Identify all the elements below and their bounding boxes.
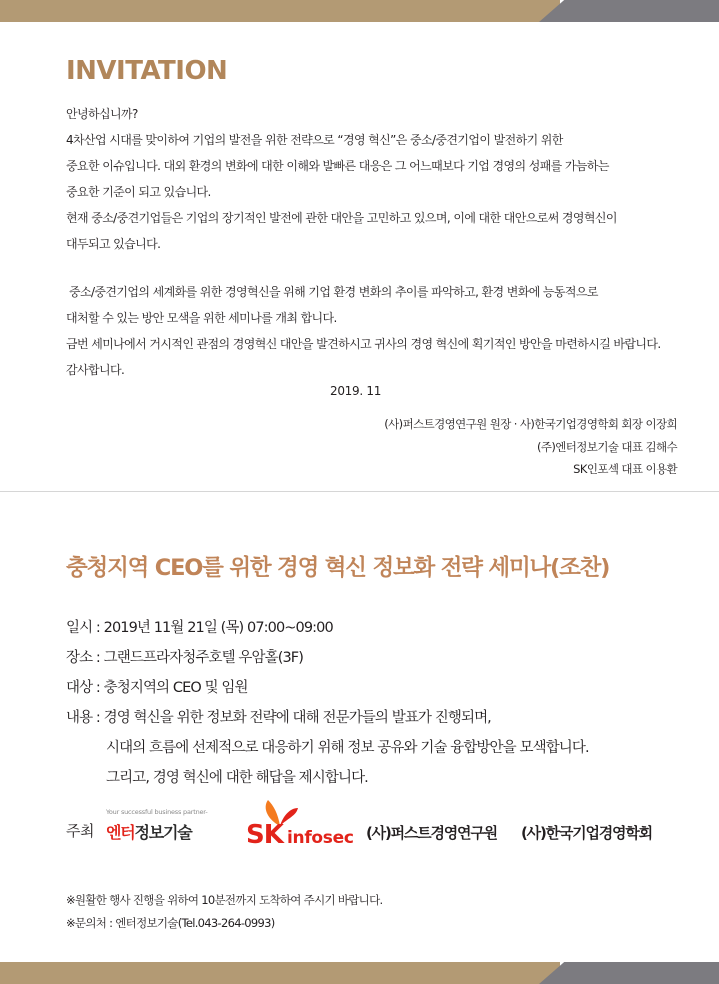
note-line: ※문의처 : 엔터정보기술(Tel.043-264-0993) [66,916,275,930]
letter-line: 감사합니다. [66,363,125,377]
host-org-korea: (사)한국기업경영학회 [521,824,652,842]
seminar-content: 시대의 흐름에 선제적으로 대응하기 위해 정보 공유와 기술 융합방안을 모색합니다. [106,740,589,756]
seminar-title: 충청지역 CEO를 위한 경영 혁신 정보화 전략 세미나(조찬) [66,555,610,581]
letter-line: 4차산업 시대를 맞이하여 기업의 발전을 위한 전략으로 “경영 혁신”은 중소/중견기업이 발전하기 위한 [66,133,563,147]
fold-divider [0,491,719,492]
enter-tagline: Your successful business partner- [106,808,208,816]
letter-line: 중요한 기준이 되고 있습니다. [66,185,211,199]
band-gray-segment [539,0,719,22]
seminar-datetime: 일시 : 2019년 11월 21일 (목) 07:00~09:00 [66,620,333,636]
seminar-details [66,613,589,793]
letter-line: 안녕하십니까? [66,107,138,121]
seminar-content: 그리고, 경영 혁신에 대한 해답을 제시합니다. [106,770,368,786]
bottom-decorative-band [0,962,719,984]
host-org-first: (사)퍼스트경영연구원 [366,824,497,842]
band-gold-segment [0,962,560,984]
seminar-content: 내용 : 경영 혁신을 위한 정보화 전략에 대해 전문가들의 발표가 진행되며, [66,710,491,726]
signature-line: (주)엔터정보기술 대표 김해수 [537,440,677,454]
hosts-label: 주최 [66,822,94,840]
notes [66,889,382,935]
sk-mark: SK [246,820,283,850]
letter-line: 금번 세미나에서 거시적인 관점의 경영혁신 대안을 발견하시고 귀사의 경영 혁신에 획기적인 방안을 마련하시길 바랍니다. [66,337,661,351]
letter-line: 중요한 이슈입니다. 대외 환경의 변화에 대한 이해와 발빠른 대응은 그 어느때보다 기업 경영의 성패를 가늠하는 [66,159,609,173]
hosts-row [66,798,686,858]
enter-name-black: 정보기술 [134,823,192,842]
seminar-venue: 장소 : 그랜드프라자청주호텔 우암홀(3F) [66,650,303,666]
note-line: ※원활한 행사 진행을 위하여 10분전까지 도착하여 주시기 바랍니다. [66,893,383,907]
enter-logo [106,808,236,852]
letter-line: 중소/중견기업의 세계화를 위한 경영혁신을 위해 기업 환경 변화의 추이를 파악하고, 환경 변화에 능동적으로 [69,285,598,299]
letter-line: 현재 중소/중견기업들은 기업의 장기적인 발전에 관한 대안을 고민하고 있으며, 이에 대한 대안으로써 경영혁신이 [66,211,617,225]
enter-name [106,820,192,843]
enter-name-red: 엔터 [106,823,135,842]
sk-infosec-logo [242,798,382,856]
invitation-title: INVITATION [66,56,228,86]
signature-line: (사)퍼스트경영연구원 원장 · 사)한국기업경영학회 회장 이장희 [384,417,677,431]
band-gold-segment [0,0,560,22]
seminar-audience: 대상 : 충청지역의 CEO 및 임원 [66,680,248,696]
invitation-letter [66,101,696,383]
sk-infosec-name: infosec [287,828,354,848]
signature-line: SK인포섹 대표 이용환 [573,462,677,476]
letter-line: 대두되고 있습니다. [66,237,161,251]
band-gray-segment [539,962,719,984]
top-decorative-band [0,0,719,22]
paragraph-gap [66,257,696,279]
letter-date: 2019. 11 [330,384,382,398]
letter-line: 대처할 수 있는 방안 모색을 위한 세미나를 개최 합니다. [66,311,337,325]
